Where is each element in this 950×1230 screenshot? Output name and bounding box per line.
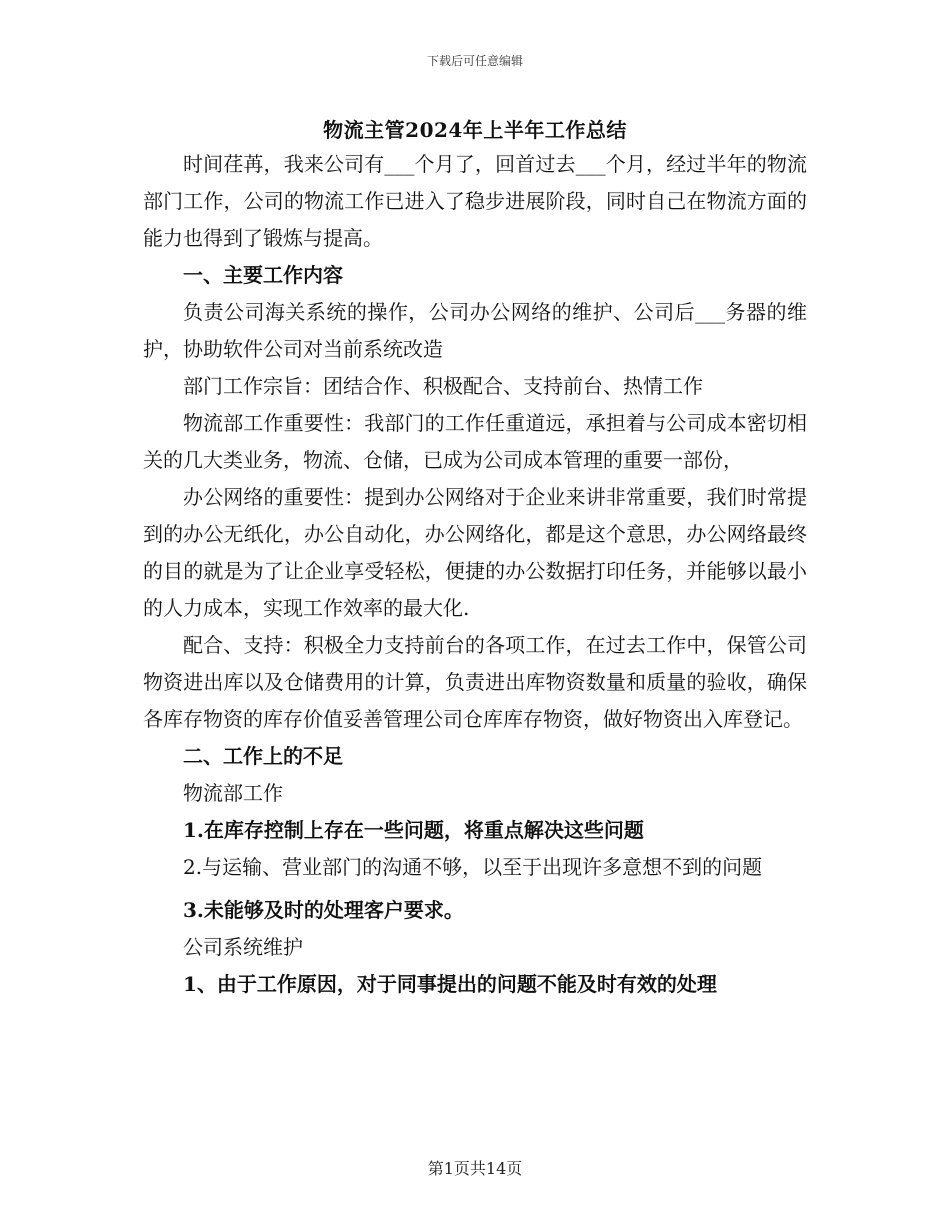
list-item-2: 2.与运输、营业部门的沟通不够，以至于出现许多意想不到的问题 (183, 855, 763, 879)
paragraph-intro: 时间荏苒，我来公司有___个月了，回首过去___个月，经过半年的物流部门工作，公司的物流工作已进入了稳步进展阶段，同时自己在物流方面的能力也得到了锻炼与提高。 (143, 152, 807, 250)
page-footer: 第1页共14页 (427, 1159, 523, 1178)
paragraph-support: 配合、支持：积极全力支持前台的各项工作，在过去工作中，保管公司物资进出库以及仓储费用的计算，负责进出库物资数量和质量的验收，确保各库存物资的库存价值妥善管理公司仓库库存物资，做好物资出入库登记。 (143, 633, 807, 731)
paragraph-responsibilities: 负责公司海关系统的操作，公司办公网络的维护、公司后___务器的维护，协助软件公司对当前系统改造 (143, 300, 807, 361)
list-item-maintenance-1: 1、由于工作原因，对于同事提出的问题不能及时有效的处理 (183, 972, 717, 996)
section-heading-shortcomings: 二、工作上的不足 (183, 744, 343, 768)
subheading-logistics-dept: 物流部工作 (183, 781, 283, 805)
document-body (143, 146, 807, 1003)
paragraph-logistics-importance: 物流部工作重要性：我部门的工作任重道远，承担着与公司成本密切相关的几大类业务，物流、仓储，已成为公司成本管理的重要一部份， (143, 411, 807, 472)
paragraph-purpose: 部门工作宗旨：团结合作、积极配合、支持前台、热情工作 (183, 374, 703, 398)
list-item-1: 1.在库存控制上存在一些问题，将重点解决这些问题 (183, 818, 644, 842)
page-header: 下载后可任意编辑 (426, 54, 523, 68)
section-heading-main-work: 一、主要工作内容 (183, 263, 343, 287)
subheading-system-maintenance: 公司系统维护 (183, 935, 303, 959)
paragraph-network-importance: 办公网络的重要性：提到办公网络对于企业来讲非常重要，我们时常提到的办公无纸化，办公自动化，办公网络化，都是这个意思，办公网络最终的目的就是为了让企业享受轻松，便捷的办公数据打印任务，并能够以最小的人力成本，实现工作效率的最大化. (143, 485, 807, 620)
list-item-3: 3.未能够及时的处理客户要求。 (183, 898, 464, 922)
document-title: 物流主管2024年上半年工作总结 (323, 118, 627, 142)
